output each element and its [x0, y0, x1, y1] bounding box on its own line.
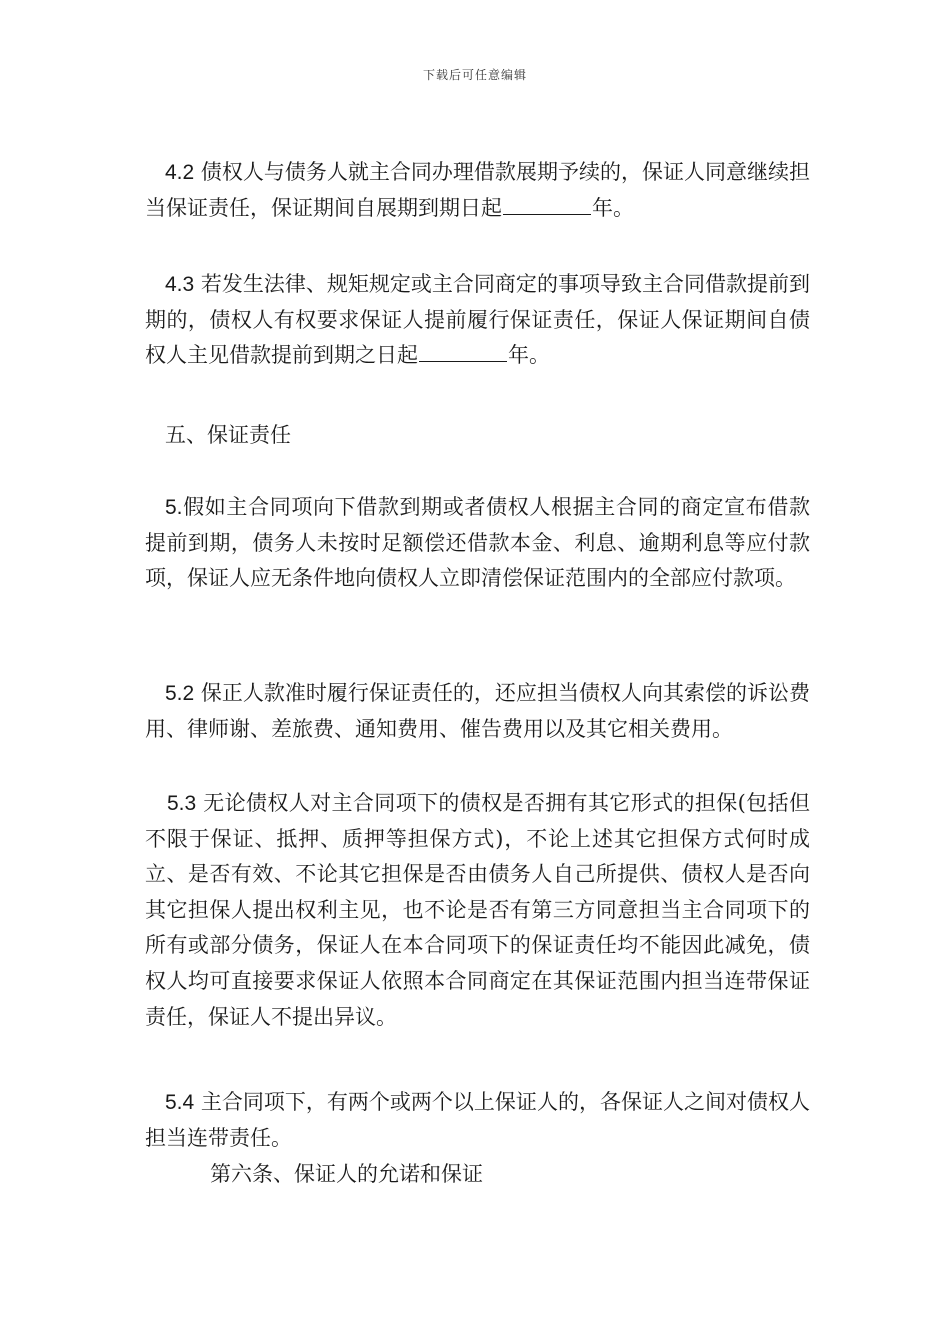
clause-4-3 — [145, 267, 810, 374]
header-note: 下载后可任意编辑 — [422, 68, 527, 82]
clause-text-end: 年。 — [508, 343, 550, 368]
clause-number: 5.2 — [165, 682, 195, 705]
clause-5-4 — [145, 1085, 810, 1156]
fill-in-blank[interactable] — [503, 194, 591, 215]
clause-number: 4.2 — [165, 161, 195, 184]
clause-text: 无论债权人对主合同项下的债权是否拥有其它形式的担保(包括但不限于保证、抵押、质押等担保方式)，不论上述其它担保方式何时成立、是否有效、不论其它担保是否由债务人自己所提供、债权人是否向其它担保人提出权利主见，也不论是否有第三方同意担当主合同项下的所有或部分债务，保证人在本合同项下的保证责任均不能因此减免，债权人均可直接要求保证人依照本合同商定在其保证范围内担当连带保证责任，保证人不提出异议。 — [145, 791, 810, 1029]
clause-text: 若发生法律、规矩规定或主合同商定的事项导致主合同借款提前到期的，债权人有权要求保证人提前履行保证责任，保证人保证期间自债权人主见借款提前到期之日起 — [145, 272, 810, 368]
article-6-title: 第六条、保证人的允诺和保证 — [210, 1162, 483, 1186]
section-5-title: 五、保证责任 — [165, 423, 291, 447]
clause-text: 主合同项下，有两个或两个以上保证人的，各保证人之间对债权人担当连带责任。 — [145, 1090, 810, 1150]
clause-5-1 — [145, 490, 810, 597]
clause-number: 4.3 — [165, 273, 195, 296]
clause-text-end: 年。 — [592, 195, 634, 220]
clause-5-3 — [145, 786, 810, 1035]
clause-number: 5.4 — [165, 1091, 195, 1114]
clause-text: 假如主合同项向下借款到期或者债权人根据主合同的商定宣布借款提前到期，债务人未按时足额偿还借款本金、利息、逾期利息等应付款项，保证人应无条件地向债权人立即清偿保证范围内的全部应付款项。 — [145, 495, 810, 591]
clause-number: 5.3 — [167, 792, 197, 815]
clause-text: 债权人与债务人就主合同办理借款展期予续的，保证人同意继续担当保证责任，保证期间自展期到期日起 — [145, 160, 810, 220]
clause-4-2 — [145, 155, 810, 226]
clause-text: 保正人款准时履行保证责任的，还应担当债权人向其索偿的诉讼费用、律师谢、差旅费、通知费用、催告费用以及其它相关费用。 — [145, 681, 810, 741]
clause-5-2 — [145, 676, 810, 747]
fill-in-blank[interactable] — [419, 341, 507, 362]
clause-number: 5. — [165, 496, 183, 519]
